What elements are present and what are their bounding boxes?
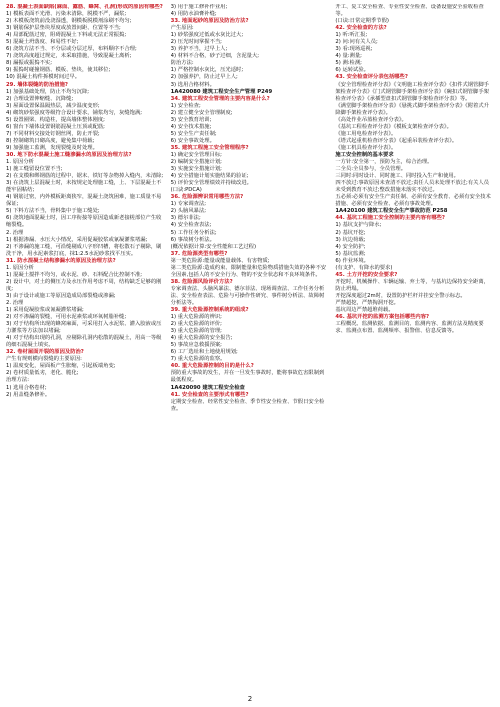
text-line: 4) 量:测量;: [335, 53, 362, 60]
text-line: 4) 局部配筋过密，阻碍混凝土下料或无法正常振捣;: [6, 32, 127, 39]
column-middle: [171, 4, 330, 692]
text-line: 9) 振捣时碰撞钢筋、模板、垫块，使其移位;: [6, 67, 111, 74]
text-line: 2) 重大危险源的评价;: [170, 321, 222, 328]
text-line: 2) 合理设置伸缩缝、沉降缝;: [6, 95, 74, 102]
text-line: 4) 砌筑砂浆强度等级符合设计要求，铺浆均匀，灰缝饱满;: [6, 109, 143, 116]
text-line: 专家调查法、头脑风暴法、德尔菲法、现场调查法、工作任务分析法、安全检查表法、危险与可操作性研究、事件树分析法、故障树分析法等。: [170, 285, 325, 306]
text-line: 7) 不同材料交接处钉钢丝网，防止开裂;: [6, 130, 100, 137]
text-line: 2) 用盖缝条修补。: [6, 391, 51, 398]
text-line: 1. 原因分析: [6, 159, 34, 166]
question-heading: 31. 防水混凝土结构渗漏水的原因及治理方法?: [6, 257, 116, 264]
page-number: 2: [247, 695, 253, 703]
text-line: 2. 治理: [6, 229, 24, 236]
text-line: 三同时:同时设计、同时施工、同时投入生产和使用。: [335, 173, 459, 180]
text-line: 6) 浇筑地面混凝土时，因工序衔接等原因造成新老接槎部位产生收缩裂缝。: [6, 215, 162, 229]
text-line: 1) 混凝土搅拌不均匀，或水泥、砂、石料配合比控制不准;: [6, 271, 143, 278]
text-line: 一方针:安全第一，预防为主，综合治理。: [335, 159, 433, 166]
text-line: 6) 工厂选址和土地使用规划;: [170, 349, 238, 356]
text-line: (有支护、有降水的要求): [335, 264, 393, 271]
question-heading: 29. 墙体裂缝的防治措施?: [6, 81, 68, 88]
question-heading: 44. 基坑工程施工安全控制的主要内容有哪些?: [335, 215, 445, 222]
text-line: 3) 用于施工修补作业用;: [170, 4, 228, 10]
text-line: 4) 安全检查表法;: [170, 222, 212, 229]
text-line: 2) 压光时间掌握不当;: [170, 39, 222, 46]
text-line: 4) 安全技术措施;: [170, 123, 212, 130]
text-line: 6) 安全事故处理。: [170, 137, 215, 144]
question-heading: 43. 安全检查评分表包括哪些?: [335, 74, 408, 81]
text-line: 1) 砂浆强度过低或水灰比过大;: [170, 32, 244, 39]
text-line: 1) 确定安全管理目标;: [170, 151, 222, 158]
text-line: 5) 事故应急救援预案;: [170, 342, 222, 349]
text-line: 《施工机具检查评分表》。: [335, 144, 397, 151]
text-line: 3) 安全教育培训;: [170, 116, 212, 123]
text-line: 6) 运转试验。: [335, 67, 369, 74]
text-line: 3) 屋面设置保温隔热层，减少温度变形;: [6, 102, 100, 109]
text-line: 5) 下料方法不当，骨料集中于施工缝处;: [6, 208, 100, 215]
question-heading: 39. 重大危险源控制系统的组成?: [170, 307, 249, 314]
question-heading: 34. 建筑工程安全管理的主要内容是什么?: [170, 95, 270, 102]
text-line: 1) 加强基础处理，防止不均匀沉降;: [6, 88, 90, 95]
text-line: 定期安全检查、经常性安全检查、季节性安全检查、节假日安全检查。: [170, 398, 325, 412]
text-line: 1) 重大危险源的辨识;: [170, 314, 222, 321]
text-line: 3) 重大危险源的管理;: [170, 328, 222, 335]
text-line: 7) 重大危险源的监察。: [170, 356, 226, 363]
text-line: 8) 控制砌筑日砌高度，避免集中荷载;: [6, 137, 95, 144]
text-line: 2) 基坑开挖;: [335, 229, 366, 236]
text-line: 3) 选用合格材料。: [170, 81, 215, 88]
text-line: 5) 评价安全管理绩效并持续改进。: [170, 180, 252, 187]
columns: [6, 4, 494, 692]
text-line: 1) 温度变化，屋面板产生胀缩，引起板端角变;: [6, 363, 116, 370]
text-line: 7) 浇筑高度超过规定，未采取措施，导致混凝土离析;: [6, 53, 132, 60]
text-line: 4) 重大危险源的安全报告;: [170, 335, 233, 342]
text-line: 开挖深度超过2m时，设置防护栏杆并挂安全警示标志。: [335, 292, 466, 299]
text-line: 预防重大事故的发生，并在一旦发生事故时，能将事故危害限制到最低程度。: [170, 370, 325, 384]
text-line: 5) 混凝土坍落度、和易性不好;: [6, 39, 79, 46]
text-line: 《基坑工程检查评分表》《模板支架检查评分表》。: [335, 123, 452, 130]
text-line: 2) 编制安全措施计划;: [170, 159, 222, 166]
question-heading: 46. 基坑开挖的监测方案包括哪些内容?: [335, 314, 430, 321]
text-line: 5) 安全生产责任制;: [170, 130, 217, 137]
text-line: 第二类危险源:造成约束、限制能量和危险物质措施失效的各种不安全因素,包括人的不安全行为、物的不安全状态和不良环境条件。: [170, 264, 327, 278]
text-line: 2) 不渗漏的施工缝，可沿缝剔成八字形凹槽，将松散石子剔除，刷洗干净，用水泥素浆打底，抹1:2.5水泥砂浆找平压实。: [6, 243, 162, 257]
text-line: 8) 漏振或振捣不实;: [6, 60, 52, 67]
text-line: 4) 对于结构出现的孔洞，应剔除孔洞内松散的混凝土，用高一等级的细石混凝土填实。: [6, 335, 162, 349]
text-line: 1) 根据渗漏、水压大小情况，采用促凝胶浆或氰凝灌浆堵漏;: [6, 236, 148, 243]
question-heading: 42. 安全检查的方法?: [335, 25, 387, 32]
text-line: 1) 采用促凝胶浆或氰凝灌浆堵漏;: [6, 307, 84, 314]
text-line: 9) 加强施工监测，发现裂缝及时处理。: [6, 144, 98, 151]
question-heading: 35. 建筑工程施工安全管理程序?: [170, 144, 249, 151]
text-line: 《安全管理检查评分表》《文明施工检查评分表》《扣件式钢管脚手架检查评分表》《门式钢管脚手架检查评分表》《碗扣式钢管脚手架检查评分表》《承插型盘扣式钢管脚手架检查评分表》等。: [335, 81, 489, 102]
text-line: 工程概况、监测依据、监测目的、监测内容、监测方法及精度要求、监测点布置、监测频率、报警值、信息反馈等。: [335, 321, 484, 335]
question-heading: 45. 土方开挖的安全要求?: [335, 271, 398, 278]
text-line: 2) 问:问有关人员;: [335, 39, 378, 46]
question-heading: 41. 安全检查的主要形式有哪些?: [170, 391, 249, 398]
text-line: 二全员:全员参与，全员管理。: [335, 166, 406, 173]
question-heading: 30. 地下防水混凝土施工缝渗漏水的原因及治理方法?: [6, 151, 132, 158]
text-line: (口诀:PDCA): [170, 187, 202, 194]
text-line: 2) 在支模和绑钢筋的过程中，锯末、铁钉等杂物掉入缝内，未清除;: [6, 173, 164, 180]
question-heading: 38. 危险源风险评价方法?: [170, 278, 233, 285]
text-line: 4) 材料不合格，砂子过细，含泥量大;: [170, 53, 260, 60]
text-line: 3) 对于结构所出现的蜂窝麻面，可采用打入水泥浆、灌入胶液或压力灌浆等方法加以堵漏;: [6, 321, 162, 335]
question-heading: 28. 混凝土表面缺陷(麻面、露筋、蜂窝、孔洞)形成的原因有哪些?: [6, 4, 163, 10]
text-line: 《高处作业吊篮检查评分表》。: [335, 116, 407, 123]
text-line: 五必须:必须有安全生产责任制、必须有安全教育、必须有安全技术措施、必须有安全检查、必须有事故处理。: [335, 194, 491, 208]
text-line: 基坑周边严禁超堆荷载。: [335, 307, 394, 314]
text-line: 开挖时，机械操作、车辆运输、弃土等，与基坑边保持安全距离，防止坍塌。: [335, 278, 489, 292]
text-line: 1) 专家调查法;: [170, 201, 207, 208]
text-line: 严禁超挖，严禁掏洞开挖。: [335, 299, 399, 306]
text-line: 开工、复工安全检查、专业性安全检查、设备设施安全验收检查等。: [335, 4, 484, 18]
column-left: [6, 4, 165, 692]
text-line: 5) 测:检测;: [335, 60, 362, 67]
text-line: 2) 设计中，对土的侧压力及水压作用考虑不周，结构缺乏足够的刚度;: [6, 278, 162, 292]
question-heading: 36. 危险源辨识常用哪些方法?: [170, 194, 244, 201]
text-line: 3) 德尔菲法;: [170, 215, 201, 222]
text-line: 6) 事故树分析法。: [170, 236, 215, 243]
section-heading: 施工安全控制的基本要求: [335, 151, 394, 158]
text-line: 四不放过:事故原因未查清不放过;责任人员未处理不放过;有关人员未受到教育不放过;整改措施未落实不放过。: [335, 180, 490, 194]
text-line: 3) 实施安全措施计划;: [170, 166, 222, 173]
text-line: 6) 作业环境。: [335, 257, 369, 264]
text-line: 《塔式起重机检查评分表》《起重吊装检查评分表》。: [335, 137, 458, 144]
text-line: 5) 设置圈梁、构造柱，提高墙体整体刚度;: [6, 116, 105, 123]
text-line: 4) 用防水油膏补缝;: [170, 11, 217, 18]
text-line: 3) 钢筋保护层垫块厚度或放置间距、位置等不当;: [6, 25, 121, 32]
question-heading: 37. 危险源类型有哪些?: [170, 250, 228, 257]
text-line: 产生有规则横向裂缝的主要原因:: [6, 356, 82, 363]
section-heading: 1A420100 建筑工程安全生产事故防范 P258: [335, 208, 448, 215]
text-line: 《施工用电检查评分表》。: [335, 130, 397, 137]
question-heading: 32. 卷材屋面开裂的原因及防治?: [6, 349, 84, 356]
text-line: 4) 钢筋过密，内外模板距离狭窄，混凝土浇筑困难，施工质量不易保证;: [6, 194, 162, 208]
text-line: (口诀:日常定期季节假): [335, 18, 389, 25]
text-line: 3) 坑边荷载;: [335, 236, 366, 243]
text-line: 2) 木模板浇筑前没浇湿透，钢模板脱模剂涂刷不均匀;: [6, 18, 132, 25]
column-right: [335, 4, 494, 692]
text-line: 1) 基坑支护与降水;: [335, 222, 382, 229]
text-line: 1) 严格控制水灰比，压光适时;: [170, 67, 244, 74]
text-line: 4) 安全措施计划实施结果的验证;: [170, 173, 249, 180]
text-line: 2. 治理: [6, 299, 24, 306]
text-line: 3) 由于设计或施工等原因造成局部裂缝或渗漏;: [6, 292, 116, 299]
text-line: 治理方法:: [6, 377, 29, 384]
text-line: 3) 养护不当，过早上人;: [170, 46, 228, 53]
text-line: (概况依据计算:安全性能和工艺过程): [170, 243, 257, 250]
text-line: 2) 加强养护，防止过早上人;: [170, 74, 238, 81]
text-line: 4) 安全防护;: [335, 243, 366, 250]
text-line: 3) 看:现场巡视;: [335, 46, 373, 53]
text-line: 1) 模板表面不光滑、污染未清除，脱模不严，漏浆;: [6, 11, 127, 18]
text-line: 1) 听:听汇报;: [335, 32, 368, 39]
text-line: 2) 卷材质量低劣，老化、脆化;: [6, 370, 79, 377]
text-line: 防治方法:: [170, 60, 194, 67]
text-line: 3) 在浇筑上层混凝土时，未按规定处理施工缝，上、下层混凝土不能牢固粘结;: [6, 180, 162, 194]
text-line: 1) 安全检查;: [170, 102, 201, 109]
question-heading: 33. 地面起砂的原因及防治方法?: [170, 18, 249, 25]
section-heading: 1A420090 建筑工程安全检查: [170, 384, 245, 391]
text-line: 第一类危险源:能量或能量载体、有害物质;: [170, 257, 270, 264]
text-line: 1) 施工缝留设位置不当;: [6, 166, 63, 173]
section-heading: 1A420080 建筑工程安全生产管理 P249: [170, 88, 273, 95]
text-line: 1) 选用合格卷材;: [6, 384, 47, 391]
text-line: 2) 对不渗漏的裂缝，可用水泥素浆或环氧树脂补缝;: [6, 314, 127, 321]
text-line: 2) 建立健全安全管理制度;: [170, 109, 233, 116]
text-line: 5) 工作任务分析法;: [170, 229, 217, 236]
text-line: 产生原因:: [170, 25, 194, 32]
text-line: 6) 浇筑方法不当、不分层或分层过厚，布料顺序不合理;: [6, 46, 137, 53]
text-line: 5) 基坑监测;: [335, 250, 366, 257]
question-heading: 40. 重大危险源控制的目的是什么?: [170, 363, 254, 370]
text-line: 10) 混凝土构件拆模时间过早。: [6, 74, 81, 81]
text-line: 《满堂脚手架检查评分表》《悬挑式脚手架检查评分表》《附着式升降脚手架检查评分表》。: [335, 102, 489, 116]
text-line: 1. 原因分析: [6, 264, 34, 271]
text-line: 6) 窗台下墙体设置钢筋混凝土压顶或配筋;: [6, 123, 105, 130]
text-line: 2) 头脑风暴法;: [170, 208, 207, 215]
